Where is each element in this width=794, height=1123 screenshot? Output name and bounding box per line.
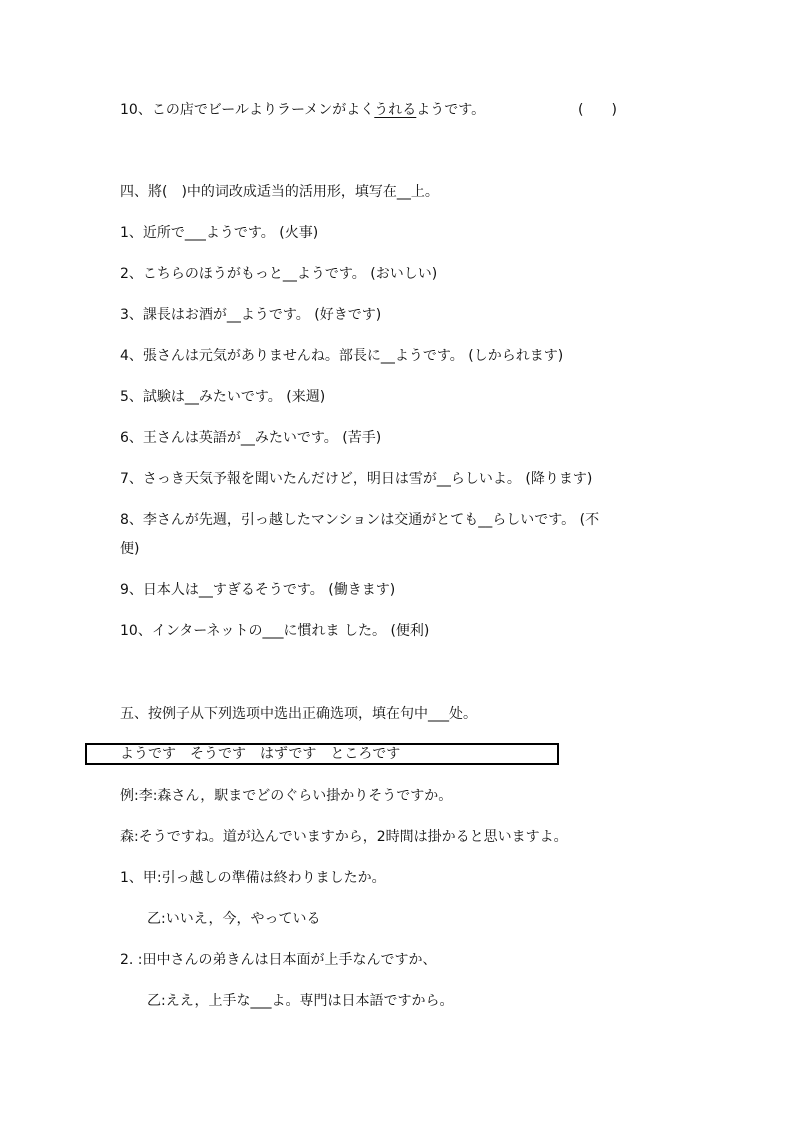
example-answer: 森:そうですね。道が込んでいますから，2時間は掛かると思いますよ。 — [120, 829, 568, 845]
question-1: 1、甲:引っ越しの準備は終わりましたか。 — [120, 870, 386, 886]
options-text: ようです そうです はずです ところです — [120, 746, 401, 762]
answer-parentheses: ( ) — [578, 102, 617, 118]
question-1-answer: 乙:いいえ，今，やっている — [147, 911, 321, 927]
section-4-item-3: 3、課長はお酒が__ようです。 (好きです) — [120, 307, 382, 323]
section-4-item-5: 5、試験は__みたいです。 (来週) — [120, 389, 326, 405]
section-5-heading: 五、按例子从下列选项中选出正确选项，填在句中___处。 — [120, 706, 477, 722]
section-4-item-8-continued: 便) — [120, 541, 140, 557]
section-4-heading: 四、將( )中的词改成适当的活用形，填写在__上。 — [120, 184, 439, 200]
section-4-item-10: 10、インターネットの___に慣れま した。 (便利) — [120, 623, 430, 639]
section-4-item-6: 6、王さんは英語が__みたいです。 (苦手) — [120, 430, 382, 446]
section-4-item-4: 4、張さんは元気がありませんね。部長に__ようです。 (しかられます) — [120, 348, 564, 364]
underlined-word: うれる — [374, 102, 417, 118]
question-text-end: ようです。 — [416, 102, 486, 118]
section-4-item-9: 9、日本人は__すぎるそうです。 (働きます) — [120, 582, 396, 598]
section-4-item-1: 1、近所で___ようです。 (火事) — [120, 225, 319, 241]
question-2: 2. :田中さんの弟きんは日本面が上手なんですか、 — [120, 952, 437, 968]
question-10-previous — [120, 101, 485, 119]
example-question: 例:李:森さん，駅までどのぐらい掛かりそうですか。 — [120, 788, 453, 804]
section-4-item-8: 8、李さんが先週，引っ越したマンションは交通がとても__らしいです。 (不 — [120, 512, 600, 528]
section-4-item-2: 2、こちらのほうがもっと__ようです。 (おいしい) — [120, 266, 438, 282]
section-4-item-7: 7、さっき天気予報を聞いたんだけど，明日は雪が__らしいよ。 (降ります) — [120, 471, 593, 487]
options-box — [85, 743, 559, 765]
question-2-answer: 乙:ええ，上手な___よ。専門は日本語ですから。 — [147, 993, 454, 1009]
question-text: 10、この店でビールよりラーメンがよく — [120, 102, 375, 118]
